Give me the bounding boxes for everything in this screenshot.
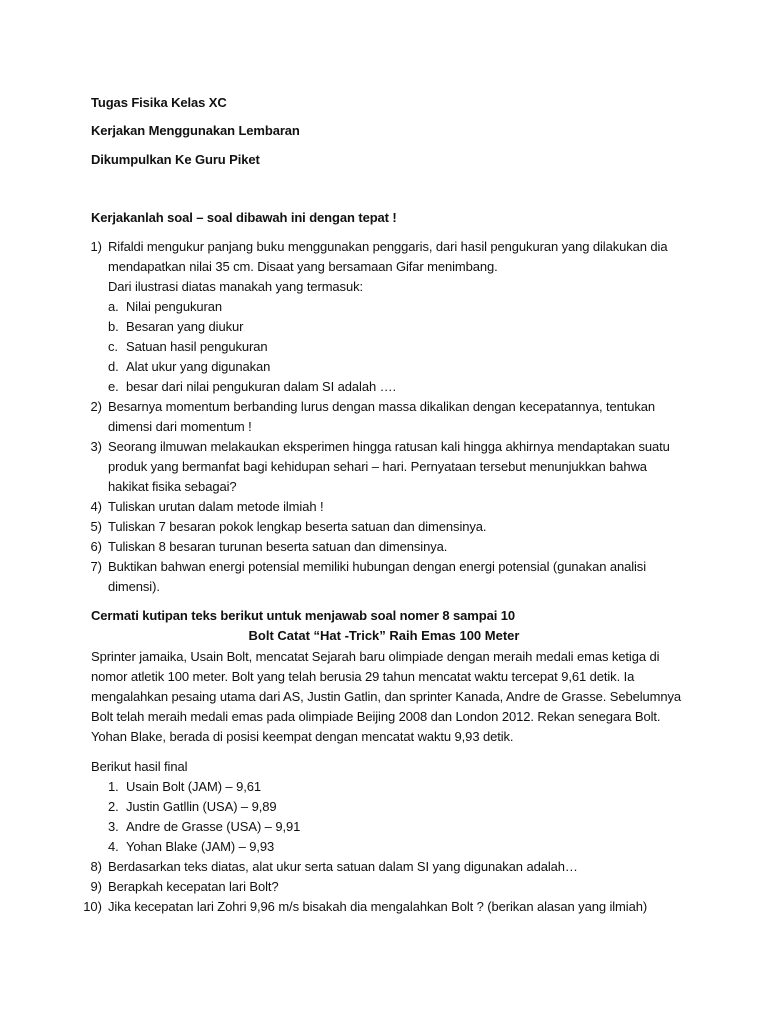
header-title: Tugas Fisika Kelas XC — [91, 95, 227, 110]
question-6-line: Tuliskan 8 besaran turunan beserta satuan dan dimensinya. — [108, 539, 448, 554]
question-7-line: dimensi). — [108, 579, 160, 594]
question-number: 2) — [90, 399, 102, 414]
result-item: Andre de Grasse (USA) – 9,91 — [126, 819, 301, 834]
option-label: a. — [108, 299, 119, 314]
question-number: 7) — [90, 559, 102, 574]
question-number: 4) — [90, 499, 102, 514]
question-2-line: dimensi dari momentum ! — [108, 419, 252, 434]
reading-intro: Cermati kutipan teks berikut untuk menjawab soal nomer 8 sampai 10 — [91, 608, 515, 623]
option-text: Alat ukur yang digunakan — [126, 359, 271, 374]
result-item: Yohan Blake (JAM) – 9,93 — [126, 839, 275, 854]
reading-title: Bolt Catat “Hat -Trick” Raih Emas 100 Meter — [248, 628, 520, 643]
option-text: Satuan hasil pengukuran — [126, 339, 268, 354]
question-9-text: Berapkah kecepatan lari Bolt? — [108, 879, 279, 894]
question-7-line: Buktikan bahwan energi potensial memiliki hubungan dengan energi potensial (gunakan analisi — [108, 559, 646, 574]
result-number: 1. — [108, 779, 119, 794]
question-3-line: hakikat fisika sebagai? — [108, 479, 237, 494]
option-text: Nilai pengukuran — [126, 299, 222, 314]
question-2-line: Besarnya momentum berbanding lurus dengan massa dikalikan dengan kecepatannya, tentukan — [108, 399, 656, 414]
question-5-line: Tuliskan 7 besaran pokok lengkap beserta satuan dan dimensinya. — [108, 519, 487, 534]
option-label: e. — [108, 379, 119, 394]
reading-paragraph-line: Bolt telah meraih medali emas pada olimpiade Beijing 2008 dan London 2012. Rekan senegara Bolt. — [91, 709, 661, 724]
result-number: 4. — [108, 839, 119, 854]
reading-paragraph-line: Sprinter jamaika, Usain Bolt, mencatat Sejarah baru olimpiade dengan meraih medali emas ketiga di — [91, 649, 660, 664]
option-label: b. — [108, 319, 119, 334]
question-4-line: Tuliskan urutan dalam metode ilmiah ! — [108, 499, 324, 514]
question-number: 1) — [90, 239, 102, 254]
question-number: 6) — [90, 539, 102, 554]
header-instruction: Kerjakan Menggunakan Lembaran — [91, 123, 300, 138]
option-label: d. — [108, 359, 119, 374]
question-1-line: Rifaldi mengukur panjang buku menggunakan penggaris, dari hasil pengukuran yang dilakukan dia — [108, 239, 668, 254]
option-label: c. — [108, 339, 118, 354]
question-3-line: produk yang bermanfat bagi kehidupan sehari – hari. Pernyataan tersebut menunjukkan bahwa — [108, 459, 647, 474]
question-10-text: Jika kecepatan lari Zohri 9,96 m/s bisakah dia mengalahkan Bolt ? (berikan alasan yang ilmiah) — [108, 899, 648, 914]
question-1-line: mendapatkan nilai 35 cm. Disaat yang bersamaan Gifar menimbang. — [108, 259, 498, 274]
question-1-line: Dari ilustrasi diatas manakah yang termasuk: — [108, 279, 363, 294]
question-3-line: Seorang ilmuwan melakaukan eksperimen hingga ratusan kali hingga akhirnya mendaptakan suatu — [108, 439, 670, 454]
reading-paragraph-line: nomor atletik 100 meter. Bolt yang telah berusia 29 tahun mencatat waktu tercepat 9,61 detik. Ia — [91, 669, 635, 684]
question-number: 10) — [83, 899, 102, 914]
reading-paragraph-line: mengalahkan pesaing utama dari AS, Justin Gatlin, dan sprinter Kanada, Andre de Grasse. Sebelumnya — [91, 689, 682, 704]
option-text: besar dari nilai pengukuran dalam SI adalah …. — [126, 379, 397, 394]
result-number: 2. — [108, 799, 119, 814]
result-item: Usain Bolt (JAM) – 9,61 — [126, 779, 261, 794]
question-number: 9) — [90, 879, 102, 894]
result-number: 3. — [108, 819, 119, 834]
results-label: Berikut hasil final — [91, 759, 188, 774]
instruction-heading: Kerjakanlah soal – soal dibawah ini dengan tepat ! — [91, 210, 397, 225]
question-number: 5) — [90, 519, 102, 534]
option-text: Besaran yang diukur — [126, 319, 244, 334]
reading-paragraph-line: Yohan Blake, berada di posisi keempat dengan mencatat waktu 9,93 detik. — [91, 729, 514, 744]
question-number: 3) — [90, 439, 102, 454]
result-item: Justin Gatllin (USA) – 9,89 — [126, 799, 277, 814]
header-submission: Dikumpulkan Ke Guru Piket — [91, 152, 260, 167]
question-number: 8) — [90, 859, 102, 874]
question-8-text: Berdasarkan teks diatas, alat ukur serta satuan dalam SI yang digunakan adalah… — [108, 859, 578, 874]
